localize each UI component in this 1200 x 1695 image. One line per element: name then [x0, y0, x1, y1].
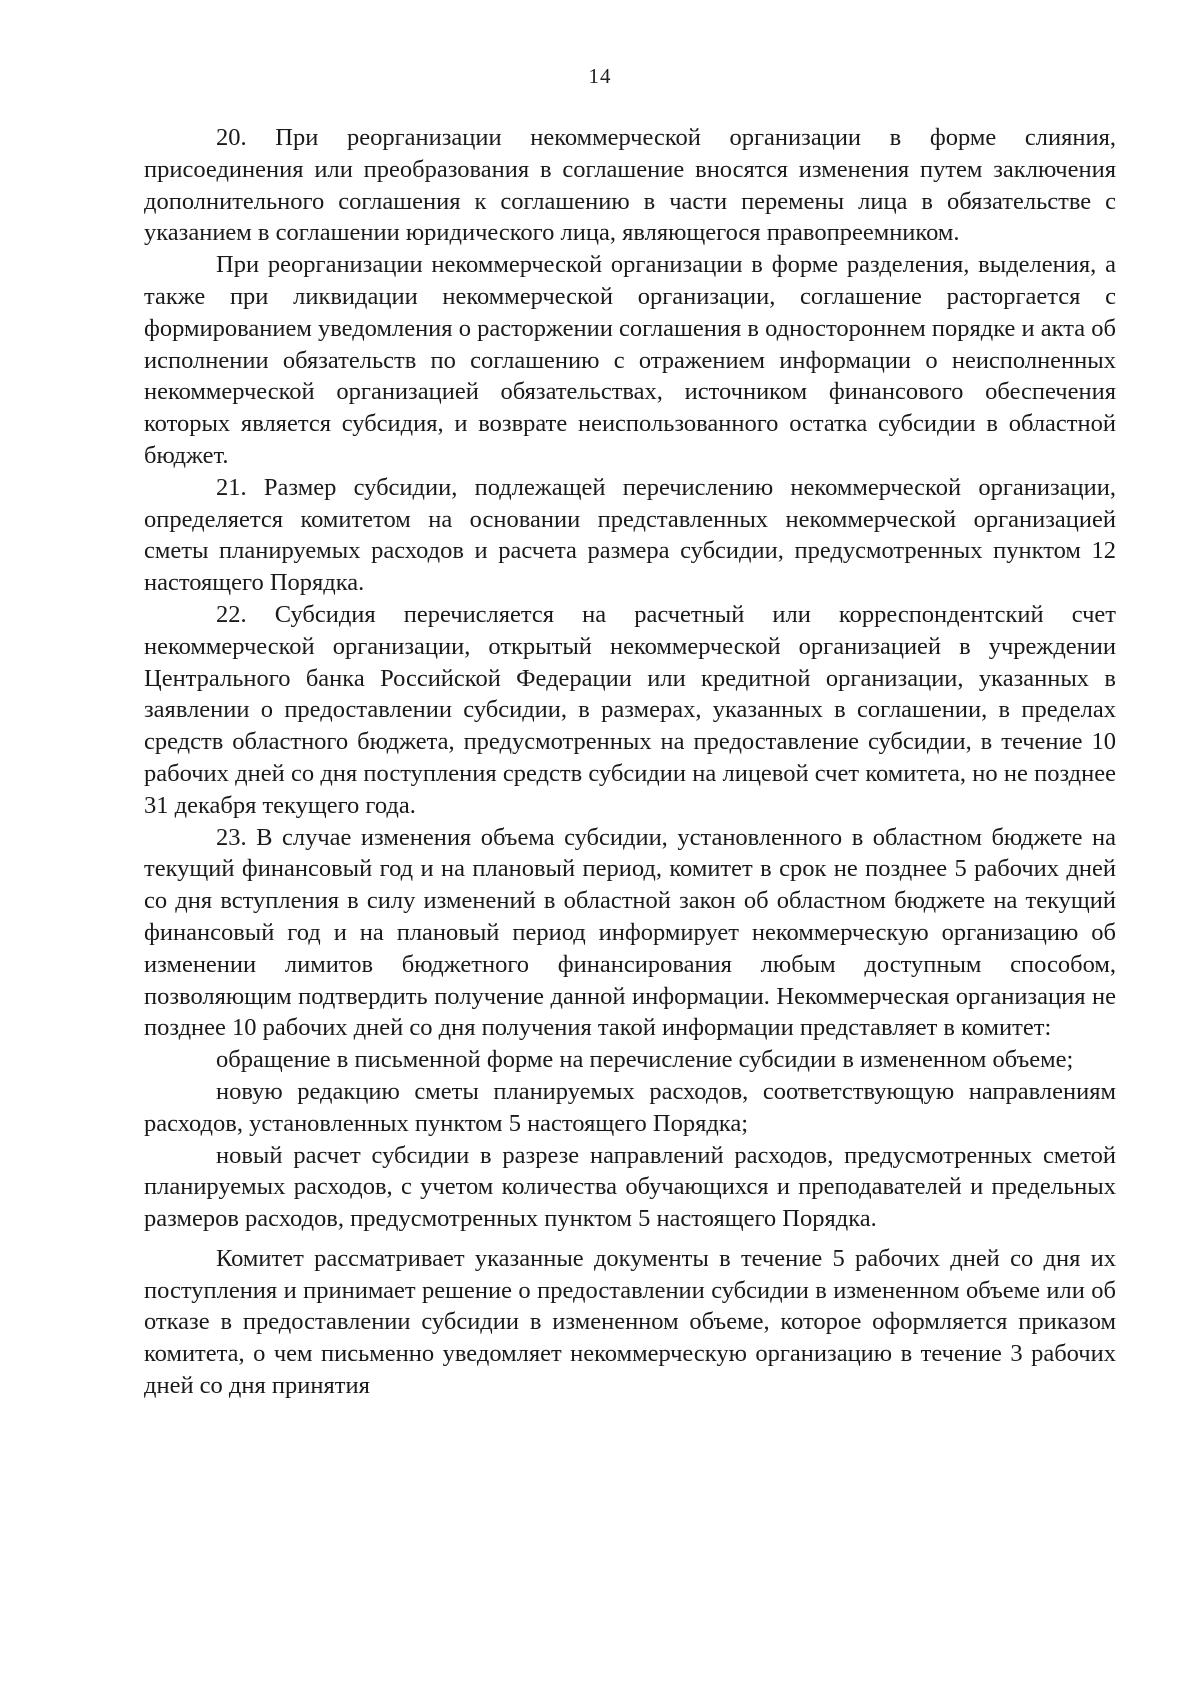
paragraph-20: 20. При реорганизации некоммерческой организации в форме слияния, присоединения или преобразования в соглашение вносятся изменения путем заключения дополнительного соглашения к соглашению в части перемены лица в обязательстве с указанием в соглашении юридического лица, являющегося правопреемником. — [144, 124, 1116, 247]
document-body — [144, 122, 1116, 1402]
list-item-request: обращение в письменной форме на перечисление субсидии в измененном объеме; — [216, 1046, 1074, 1074]
paragraph-23: 23. В случае изменения объема субсидии, установленного в областном бюджете на текущий финансовый год и на плановый период, комитет в срок не позднее 5 рабочих дней со дня вступления в силу изменений в областной закон об областном бюджете на текущий финансовый год и на плановый период информирует некоммерческую организацию об изменении лимитов бюджетного финансирования любым доступным способом, позволяющим подтвердить получение данной информации. Некоммерческая организация не позднее 10 рабочих дней со дня получения такой информации представляет в комитет: — [144, 823, 1116, 1042]
paragraph-22: 22. Субсидия перечисляется на расчетный или корреспондентский счет некоммерческой организации, открытый некоммерческой организацией в учреждении Центрального банка Российской Федерации или кредитной организации, указанных в заявлении о предоставлении субсидии, в размерах, указанных в соглашении, в пределах средств областного бюджета, предусмотренных на предоставление субсидии, в течение 10 рабочих дней со дня поступления средств субсидии на лицевой счет комитета, но не позднее 31 декабря текущего года. — [144, 600, 1116, 819]
list-item-new-estimate: новую редакцию сметы планируемых расходов, соответствующую направлениям расходов, установленных пунктом 5 настоящего Порядка; — [144, 1077, 1116, 1137]
paragraph-reorganization-division: При реорганизации некоммерческой организации в форме разделения, выделения, а также при ликвидации некоммерческой организации, соглашение расторгается с формированием уведомления о расторжении соглашения в одностороннем порядке и акта об исполнении обязательств по соглашению с отражением информации о неисполненных некоммерческой организацией обязательствах, источником финансового обеспечения которых является субсидия, и возврате неиспользованного остатка субсидии в областной бюджет. — [144, 251, 1116, 469]
paragraph-committee-review: Комитет рассматривает указанные документы в течение 5 рабочих дней со дня их поступления и принимает решение о предоставлении субсидии в измененном объеме или об отказе в предоставлении субсидии в измененном объеме, которое оформляется приказом комитета, о чем письменно уведомляет некоммерческую организацию в течение 3 рабочих дней со дня принятия — [144, 1244, 1116, 1400]
list-item-new-calculation: новый расчет субсидии в разрезе направлений расходов, предусмотренных сметой планируемых расходов, с учетом количества обучающихся и преподавателей и предельных размеров расходов, предусмотренных пунктом 5 настоящего Порядка. — [144, 1141, 1116, 1233]
paragraph-21: 21. Размер субсидии, подлежащей перечислению некоммерческой организации, определяется комитетом на основании представленных некоммерческой организацией сметы планируемых расходов и расчета размера субсидии, предусмотренных пунктом 12 настоящего Порядка. — [144, 473, 1116, 597]
page-number: 14 — [588, 64, 612, 88]
